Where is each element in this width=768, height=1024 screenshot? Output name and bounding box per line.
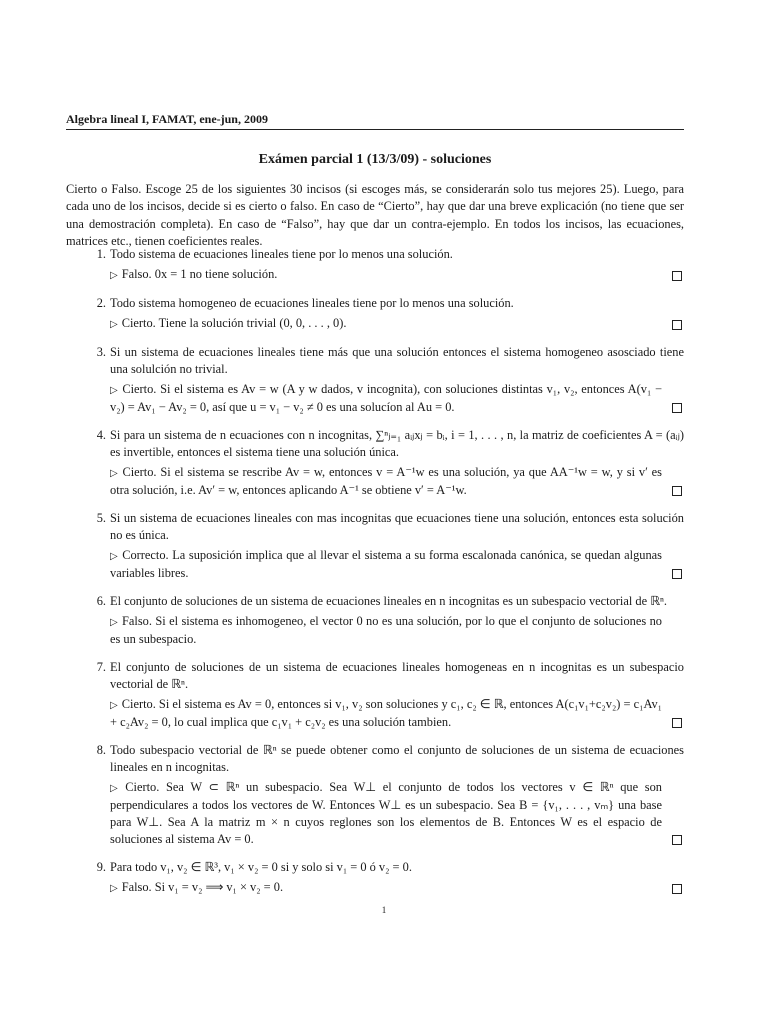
- question-number: 2.: [96, 296, 106, 310]
- answer-block: [110, 381, 684, 416]
- question-item-4: [66, 427, 684, 499]
- qed-box-icon: [672, 320, 682, 330]
- answer-text: Cierto. Si el sistema es Av = 0, entonces si v₁, v₂ son soluciones y c₁, c₂ ∈ ℝ, entonces A(c₁v₁+c₂v₂) = c₁Av₁ + c₂Av₂ = 0, lo cual implica que c₁v₁ + c₂v₂ es una solución tambien.: [110, 697, 662, 729]
- question-number: 1.: [96, 247, 106, 261]
- qed-box-icon: [672, 718, 682, 728]
- triangle-marker-icon: ▷: [110, 270, 118, 281]
- qed-box-icon: [672, 486, 682, 496]
- answer-text: Cierto. Tiene la solución trivial (0, 0, . . . , 0).: [121, 316, 347, 330]
- instructions-paragraph: Cierto o Falso. Escoge 25 de los siguientes 30 incisos (si escoges más, se considerarán solo tus mejores 25). Luego, para cada uno de los incisos, decide si es cierto o falso. En caso de “Cierto”, hay que dar una breve explicación (no tiene que ser una demostración completa). En caso de “Falso”, hay que dar un contra-ejemplo. En todos los incisos, las ecuaciones, matrices etc., tienen coeficientes reales.: [66, 182, 684, 248]
- page-title: Exámen parcial 1 (13/3/09) - soluciones: [258, 152, 492, 167]
- answer-text: Correcto. La suposición implica que al llevar el sistema a su forma escalonada canónica, se quedan algunas variables libres.: [110, 548, 662, 580]
- triangle-marker-icon: ▷: [110, 883, 118, 894]
- answer-block: [110, 266, 684, 284]
- triangle-marker-icon: ▷: [110, 468, 119, 479]
- answer-block: [110, 613, 684, 648]
- question-item-2: [66, 295, 684, 333]
- triangle-marker-icon: ▷: [110, 617, 119, 628]
- question-statement: Todo sistema homogeneo de ecuaciones lineales tiene por lo menos una solución.: [110, 296, 514, 310]
- answer-block: [110, 547, 684, 582]
- triangle-marker-icon: ▷: [110, 551, 119, 562]
- question-number: 5.: [96, 511, 106, 525]
- question-item-7: [66, 659, 684, 731]
- question-item-1: [66, 246, 684, 284]
- answer-text: Cierto. Si el sistema es Av = w (A y w dados, v incognita), con soluciones distintas v₁, v₂, entonces A(v₁ − v₂) = Av₁ − Av₂ = 0, así que u = v₁ − v₂ ≠ 0 es una solucíon al Au = 0.: [110, 382, 662, 414]
- triangle-marker-icon: ▷: [110, 700, 118, 711]
- qed-box-icon: [672, 569, 682, 579]
- qed-box-icon: [672, 835, 682, 845]
- question-number: 7.: [96, 660, 106, 674]
- answer-text: Cierto. Sea W ⊂ ℝⁿ un subespacio. Sea W⊥ el conjunto de todos los vectores v ∈ ℝⁿ que son perpendiculares a todos los vectores de W. Entonces W⊥ es un subespacio. Sea B = {v₁, . . . , vₘ} una base para W⊥. Sea A la matriz m × n cuyos reglones son los elementos de B. Entonces W es el espacio de soluciones al sistema Av = 0.: [110, 780, 662, 846]
- answer-block: [110, 464, 684, 499]
- question-number: 9.: [96, 860, 106, 874]
- answer-text: Falso. Si v₁ = v₂ ⟹ v₁ × v₂ = 0.: [121, 880, 284, 894]
- question-statement: El conjunto de soluciones de un sistema de ecuaciones lineales homogeneas en n incognitas es un subespacio vectorial de ℝⁿ.: [110, 660, 684, 691]
- answer-block: [110, 779, 684, 848]
- answer-text: Falso. Si el sistema es inhomogeneo, el vector 0 no es una solución, por lo que el conjunto de soluciones no es un subespacio.: [110, 614, 662, 646]
- course-header: Algebra lineal I, FAMAT, ene-jun, 2009: [66, 112, 684, 130]
- answer-block: [110, 879, 684, 897]
- question-statement: El conjunto de soluciones de un sistema de ecuaciones lineales en n incognitas es un subespacio vectorial de ℝⁿ.: [110, 594, 668, 608]
- triangle-marker-icon: ▷: [110, 319, 118, 330]
- question-statement: Todo subespacio vectorial de ℝⁿ se puede obtener como el conjunto de soluciones de un sistema de ecuaciones lineales en n incognitas.: [110, 743, 684, 774]
- question-item-8: [66, 742, 684, 848]
- triangle-marker-icon: ▷: [110, 385, 119, 396]
- question-list: [66, 246, 684, 908]
- question-statement: Si un sistema de ecuaciones lineales tiene más que una solución entonces el sistema homogeneo asosciado tiene una solulción no trivial.: [110, 345, 684, 376]
- answer-block: [110, 696, 684, 731]
- answer-text: Cierto. Si el sistema se rescribe Av = w, entonces v = A⁻¹w es una solución, ya que AA⁻¹w = w, y si v′ es otra solución, i.e. Av′ = w, entonces aplicando A⁻¹ se obtiene v′ = A⁻¹w.: [110, 465, 662, 497]
- question-item-3: [66, 344, 684, 416]
- question-item-5: [66, 510, 684, 582]
- question-item-9: [66, 859, 684, 897]
- qed-box-icon: [672, 884, 682, 894]
- question-number: 8.: [96, 743, 106, 757]
- question-statement: Si un sistema de ecuaciones lineales con mas incognitas que ecuaciones tiene una solución, entonces esta solución no es única.: [110, 511, 684, 542]
- qed-box-icon: [672, 403, 682, 413]
- question-statement: Si para un sistema de n ecuaciones con n incognitas, ∑ⁿⱼ₌₁ aᵢⱼxⱼ = bᵢ, i = 1, . . . , n, la matriz de coeficientes A = (aᵢⱼ) es invertible, entonces el sistema tiene una solución única.: [110, 428, 684, 459]
- qed-box-icon: [672, 271, 682, 281]
- question-number: 4.: [96, 428, 106, 442]
- question-statement: Para todo v₁, v₂ ∈ ℝ³, v₁ × v₂ = 0 si y solo si v₁ = 0 ó v₂ = 0.: [110, 860, 412, 874]
- question-number: 6.: [96, 594, 106, 608]
- question-statement: Todo sistema de ecuaciones lineales tiene por lo menos una solución.: [110, 247, 453, 261]
- answer-text: Falso. 0x = 1 no tiene solución.: [121, 267, 278, 281]
- page-number: 1: [381, 905, 387, 915]
- answer-block: [110, 315, 684, 333]
- triangle-marker-icon: ▷: [110, 783, 122, 794]
- question-item-6: [66, 593, 684, 648]
- question-number: 3.: [96, 345, 106, 359]
